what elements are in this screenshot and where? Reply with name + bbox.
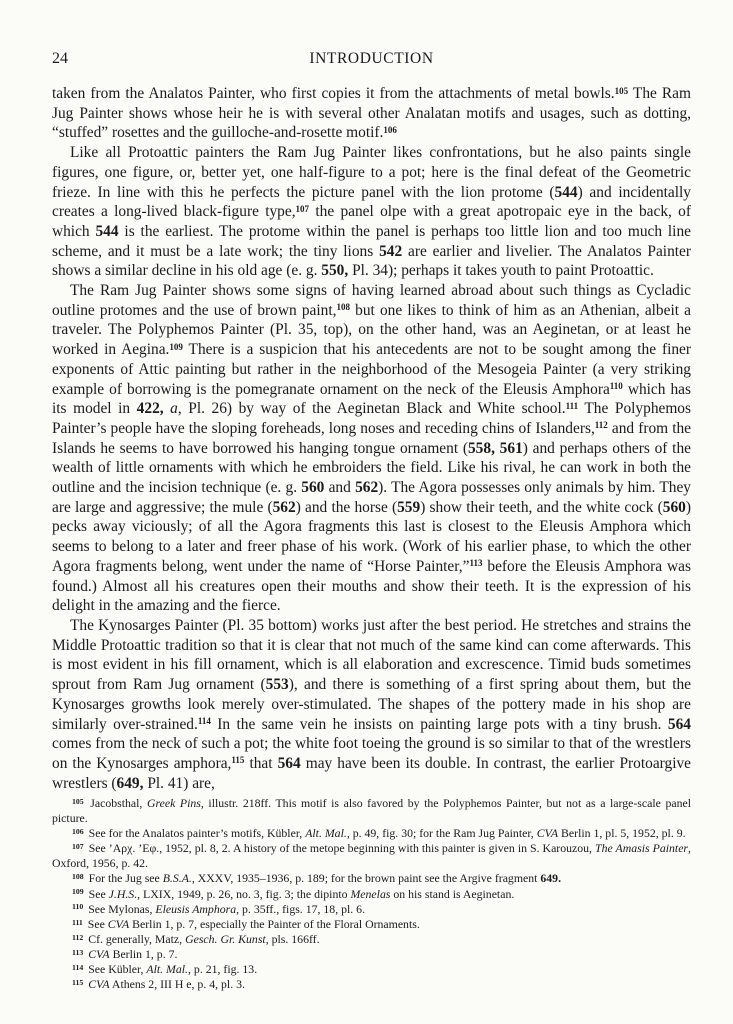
text-segment: ), and there is something of a first spring about them, but the Kynosarges growths look merely over-stimulated. The shapes of the pottery made in his shop are similarly over-strained. <box>52 676 691 733</box>
text-segment: , p. 21, fig. 13. <box>188 962 258 977</box>
text-segment: , p. 35ff., figs. 17, 18, pl. 6. <box>236 901 366 916</box>
text-segment: which has its model in <box>52 380 691 418</box>
paragraph <box>52 84 691 143</box>
footnote <box>52 902 691 917</box>
footnote-marker: 112 <box>72 932 84 942</box>
text-segment: 553 <box>265 676 289 694</box>
paragraph <box>52 616 691 793</box>
footnote-marker: 107 <box>72 842 84 852</box>
text-segment: before the Eleusis Amphora was found.) Almost all his creatures open their mouths and show their teeth. It is the expression of his delight in the amazing and the fierce. <box>52 557 691 615</box>
page-header <box>52 50 691 70</box>
text-segment: 649. <box>540 871 562 886</box>
footnotes <box>52 796 691 992</box>
text-segment: See <box>84 916 108 931</box>
text-segment: Pl. 34); perhaps it takes youth to paint Protoattic. <box>348 262 654 280</box>
text-segment: J.H.S. <box>108 886 138 901</box>
text-segment: Pl. 41) are, <box>143 774 215 792</box>
text-segment: on his stand is Aeginetan. <box>390 886 515 901</box>
text-segment: but one likes to think of him as an Athenian, albeit a traveler. The Polyphemos Painter (Pl. 35, top), on the other hand, was an Aeginetan, or at least he worked in Aegina. <box>52 301 692 359</box>
text-segment: Berlin 1, pl. 5, 1952, pl. 9. <box>558 826 686 841</box>
text-segment: the panel olpe with a great apotropaic eye in the back, of which <box>52 203 691 240</box>
text-segment: Berlin 1, p. 7. <box>109 946 178 961</box>
text-segment: See ’Αρχ. ’Εφ., 1952, pl. 8, 2. A history of the metope beginning with this painter is given in S. Karouzou, <box>85 841 596 856</box>
footnote <box>52 887 691 902</box>
text-segment: , Pl. 26) by way of the Aeginetan Black and White school. <box>177 400 566 418</box>
text-segment: 562 <box>272 498 296 516</box>
footnote-ref: 105 <box>614 85 629 96</box>
footnote <box>52 826 691 841</box>
text-segment: Gesch. Gr. Kunst <box>185 931 266 946</box>
footnote <box>52 871 691 886</box>
footnote-ref: 113 <box>469 558 483 569</box>
text-segment: is the earliest. The protome within the panel is perhaps too little lion and too much line scheme, and it must be a late work; the tiny lions <box>52 222 691 260</box>
footnote <box>52 977 691 992</box>
footnote-ref: 112 <box>594 420 608 431</box>
text-segment: See Mylonas, <box>85 901 156 916</box>
text-segment: 544 <box>554 183 578 201</box>
footnote-ref: 110 <box>609 381 623 392</box>
text-segment: Like all Protoattic painters the Ram Jug Painter likes confrontations, but he also paints single figures, one figure, or, better yet, one half-figure to a pot; here is the final defeat of the Geometric frieze. In line with this he perfects the picture panel with the lion protome ( <box>52 144 691 201</box>
footnote <box>52 947 691 962</box>
text-segment: 564 <box>277 754 301 772</box>
text-segment: 560 <box>662 498 686 516</box>
text-segment: , p. 49, fig. 30; for the Ram Jug Painter, <box>346 826 537 841</box>
text-segment: B.S.A. <box>162 871 192 886</box>
footnote-marker: 110 <box>72 902 84 912</box>
text-segment: ) and perhaps others of the wealth of little ornaments with which he embroiders the field. Like his rival, he can work in both the outline and the incision technique (e. g. <box>52 439 691 497</box>
text-segment: Berlin 1, p. 7, especially the Painter of the Floral Ornaments. <box>129 916 420 931</box>
text-segment: , XXXV, 1935–1936, p. 189; for the brown paint see the Argive fragment <box>191 871 541 886</box>
footnote-ref: 107 <box>295 203 310 214</box>
text-segment: and from the Islands he seems to have borrowed his hanging tongue ornament ( <box>52 419 692 457</box>
text-segment: Greek Pins <box>146 796 201 810</box>
text-segment: There is a suspicion that his antecedents are not to be sought among the finer exponents of Attic painting but rather in the neighborhood of the Mesogeia Painter (a very striking example of borrowing is the pomegranate ornament on the neck of the Eleusis Amphora <box>52 341 692 398</box>
text-segment: are earlier and livelier. The Analatos Painter shows a similar decline in his old age (e. g. <box>52 242 691 280</box>
text-segment: 558, 561 <box>467 439 523 457</box>
text-segment: 542 <box>379 242 403 260</box>
text-segment: The Amasis Painter <box>595 841 689 856</box>
text-segment: 422, <box>136 400 164 418</box>
text-segment: ). The Agora possesses only animals by him. They are large and aggressive; the mule ( <box>52 479 691 516</box>
text-segment: See <box>85 886 109 901</box>
footnote-ref: 106 <box>383 124 397 135</box>
text-segment: The Ram Jug Painter shows whose heir he is with several other Analatan motifs and usages, such as dotting, “stuffed” rosettes and the guilloche-and-rosette motif. <box>52 85 691 142</box>
text-segment: Alt. Mal. <box>305 826 347 841</box>
paragraph <box>52 143 691 281</box>
paragraph <box>52 281 691 616</box>
text-segment: In the same vein he insists on painting large pots with a tiny brush. <box>210 715 668 733</box>
text-segment: The Polyphemos Painter’s people have the sloping foreheads, long noses and receding chins of Islanders, <box>52 400 691 437</box>
text-segment: 544 <box>95 222 119 240</box>
text-segment: 560 <box>301 479 325 497</box>
text-segment: a <box>170 400 178 418</box>
text-segment: Menelas <box>350 886 391 901</box>
body-text <box>52 84 691 793</box>
text-segment: See for the Analatos painter’s motifs, Kübler, <box>85 826 306 841</box>
footnote-marker: 108 <box>72 872 84 882</box>
text-segment: CVA <box>88 946 110 961</box>
footnote <box>52 962 691 977</box>
text-segment: 649, <box>116 774 144 792</box>
text-segment: ) pecks away viciously; of all the Agora fragments this last is closest to the Eleusis Amphora which seems to belong to a later and freer phase of his work. (Work of his earlier phase, to which the other Agora fragments belong, went under the name of “Horse Painter,” <box>52 498 691 575</box>
text-segment: The Ram Jug Painter shows some signs of having learned abroad about such things as Cycladic outline protomes and the use of brown paint, <box>52 282 691 319</box>
page-number: 24 <box>52 50 68 67</box>
text-segment: and <box>324 479 356 497</box>
footnote-ref: 114 <box>197 716 211 726</box>
text-segment: comes from the neck of such a pot; the white foot toeing the ground is so similar to that of the wrestlers on the Kynosarges amphora, <box>52 735 691 772</box>
text-segment: The Kynosarges Painter (Pl. 35 bottom) works just after the best period. He stretches and strains the Middle Protoattic tradition so that it is clear that not much of the same kind can come afterwards. This is most evident in his fill ornament, which is all elaboration and excrescence. Timid buds sometimes sprout from Ram Jug ornament ( <box>52 616 691 694</box>
footnote-marker: 106 <box>72 827 84 836</box>
text-segment: , pls. 166ff. <box>265 931 320 946</box>
text-segment: Jacobsthal, <box>85 796 147 810</box>
text-segment: , LXIX, 1949, p. 26, no. 3, fig. 3; the dipinto <box>137 886 351 901</box>
text-segment: 559 <box>397 498 421 516</box>
text-segment: 564 <box>667 715 691 733</box>
text-segment: Cf. generally, Matz, <box>85 931 186 946</box>
footnote <box>52 796 691 826</box>
text-segment: , Oxford, 1956, p. 42. <box>52 841 691 871</box>
footnote-marker: 114 <box>72 962 84 972</box>
text-segment: CVA <box>107 916 130 931</box>
text-segment: 550, <box>321 262 349 280</box>
text-segment: ) and incidentally creates a long-lived black-figure type, <box>52 183 691 221</box>
footnote-marker: 113 <box>72 947 84 957</box>
text-segment: may have been its double. In contrast, the earlier Protoargive wrestlers ( <box>52 754 692 792</box>
text-segment: ) show their teeth, and the white cock ( <box>420 498 663 516</box>
footnote-marker: 109 <box>72 887 84 897</box>
text-segment: 562 <box>355 479 379 497</box>
footnote <box>52 841 691 871</box>
footnote-marker: 105 <box>72 796 84 806</box>
footnote <box>52 917 691 932</box>
footnote-ref: 111 <box>565 400 579 411</box>
footnote-ref: 115 <box>231 755 245 766</box>
text-segment: ) and the horse ( <box>295 498 398 516</box>
text-segment: For the Jug see <box>85 871 163 886</box>
footnote <box>52 932 691 947</box>
text-segment: CVA <box>88 977 110 992</box>
text-segment: , illustr. 218ff. This motif is also favored by the Polyphemos Painter, but not as a large-scale panel picture. <box>52 796 691 826</box>
footnote-marker: 111 <box>72 917 83 927</box>
text-segment: See Kübler, <box>85 962 147 977</box>
footnote-ref: 108 <box>336 302 350 313</box>
footnote-ref: 109 <box>169 341 183 352</box>
text-segment: CVA <box>536 826 559 841</box>
running-head-title: INTRODUCTION <box>309 50 434 67</box>
text-segment: that <box>244 754 278 772</box>
text-segment: Alt. Mal. <box>146 962 189 977</box>
text-segment: taken from the Analatos Painter, who first copies it from the attachments of metal bowls. <box>52 85 615 102</box>
text-segment: Eleusis Amphora <box>155 901 237 916</box>
text-segment: Athens 2, III H e, p. 4, pl. 3. <box>109 977 245 992</box>
footnote-marker: 115 <box>72 977 84 987</box>
